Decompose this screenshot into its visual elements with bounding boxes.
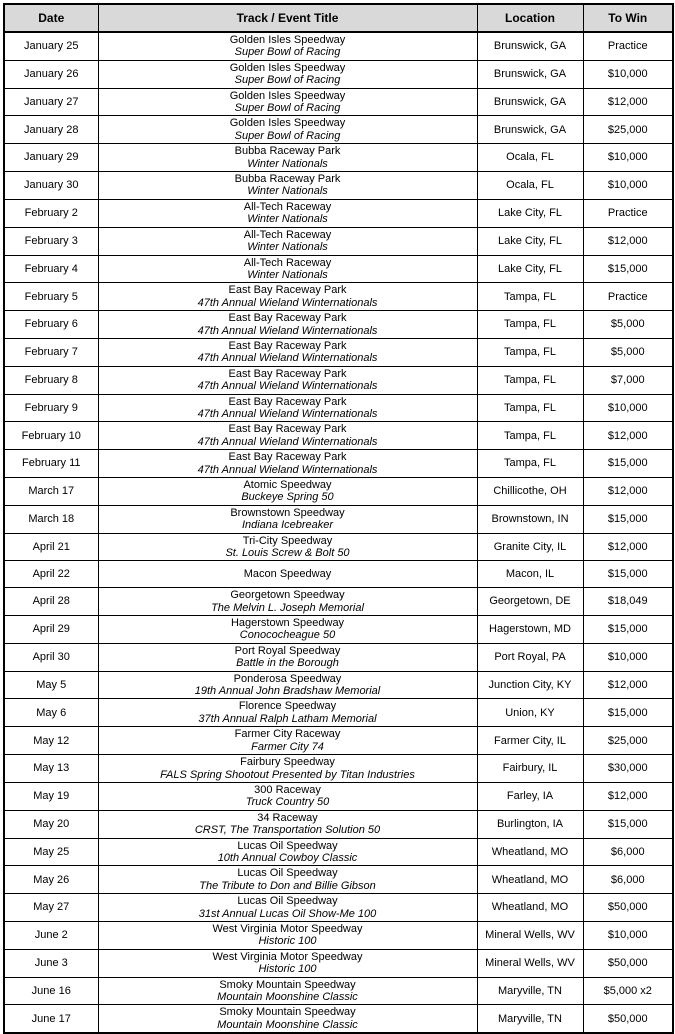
table-row [4, 60, 673, 88]
date-cell: January 27 [4, 88, 98, 116]
track-event-cell [98, 727, 477, 755]
location-cell: Macon, IL [477, 561, 583, 588]
track-name: East Bay Raceway Park [228, 312, 347, 325]
column-header-location: Location [477, 4, 583, 32]
to-win-cell: $12,000 [583, 478, 673, 506]
event-title: CRST, The Transportation Solution 50 [194, 824, 381, 837]
location-cell: Union, KY [477, 699, 583, 727]
track-event-cell [98, 866, 477, 894]
date-cell: February 11 [4, 450, 98, 478]
track-name: Fairbury Speedway [240, 756, 335, 769]
location-cell: Brunswick, GA [477, 32, 583, 60]
to-win-cell: $12,000 [583, 533, 673, 561]
track-event-cell [98, 561, 477, 588]
date-cell: April 28 [4, 588, 98, 616]
table-row [4, 977, 673, 1005]
table-row [4, 755, 673, 783]
track-name: Lucas Oil Speedway [237, 895, 338, 908]
date-cell: April 21 [4, 533, 98, 561]
location-cell: Tampa, FL [477, 283, 583, 311]
location-cell: Fairbury, IL [477, 755, 583, 783]
track-name: Farmer City Raceway [234, 728, 341, 741]
event-title: Super Bowl of Racing [234, 74, 341, 87]
event-title: 47th Annual Wieland Winternationals [197, 463, 378, 476]
to-win-cell: $12,000 [583, 227, 673, 255]
location-cell: Wheatland, MO [477, 866, 583, 894]
date-cell: January 26 [4, 60, 98, 88]
to-win-cell: Practice [583, 283, 673, 311]
track-name: All-Tech Raceway [243, 228, 332, 241]
to-win-cell: $30,000 [583, 755, 673, 783]
date-cell: June 17 [4, 1005, 98, 1033]
location-cell: Chillicothe, OH [477, 478, 583, 506]
track-name: Golden Isles Speedway [229, 89, 346, 102]
track-event-cell [98, 422, 477, 450]
table-row [4, 533, 673, 561]
to-win-cell: $7,000 [583, 366, 673, 394]
track-name: All-Tech Raceway [243, 256, 332, 269]
event-title: Super Bowl of Racing [234, 46, 341, 59]
track-event-cell [98, 782, 477, 810]
event-title: St. Louis Screw & Bolt 50 [225, 547, 350, 560]
date-cell: June 16 [4, 977, 98, 1005]
track-event-cell [98, 199, 477, 227]
location-cell: Junction City, KY [477, 671, 583, 699]
table-row [4, 671, 673, 699]
to-win-cell: $18,049 [583, 588, 673, 616]
to-win-cell: $12,000 [583, 422, 673, 450]
track-name: Brownstown Speedway [230, 506, 345, 519]
to-win-cell: $12,000 [583, 782, 673, 810]
table-row [4, 1005, 673, 1033]
track-event-cell [98, 32, 477, 60]
track-name: Golden Isles Speedway [229, 117, 346, 130]
track-event-cell [98, 311, 477, 339]
table-row [4, 366, 673, 394]
table-row [4, 921, 673, 949]
to-win-cell: $25,000 [583, 727, 673, 755]
location-cell: Brownstown, IN [477, 505, 583, 533]
table-row [4, 450, 673, 478]
event-title: Truck Country 50 [245, 796, 330, 809]
to-win-cell: Practice [583, 199, 673, 227]
table-row [4, 588, 673, 616]
track-name: East Bay Raceway Park [228, 367, 347, 380]
event-title: Farmer City 74 [251, 740, 324, 753]
date-cell: February 5 [4, 283, 98, 311]
table-row [4, 643, 673, 671]
track-event-cell [98, 227, 477, 255]
track-name: Lucas Oil Speedway [237, 867, 338, 880]
location-cell: Maryville, TN [477, 977, 583, 1005]
event-title: 10th Annual Cowboy Classic [217, 851, 358, 864]
table-row [4, 116, 673, 144]
date-cell: February 8 [4, 366, 98, 394]
to-win-cell: $15,000 [583, 616, 673, 644]
event-title: Winter Nationals [247, 268, 328, 281]
date-cell: January 25 [4, 32, 98, 60]
event-title: Winter Nationals [247, 157, 328, 170]
track-name: East Bay Raceway Park [228, 339, 347, 352]
table-row [4, 311, 673, 339]
location-cell: Farley, IA [477, 782, 583, 810]
track-event-cell [98, 643, 477, 671]
track-name: Bubba Raceway Park [234, 173, 341, 186]
track-event-cell [98, 283, 477, 311]
to-win-cell: Practice [583, 32, 673, 60]
event-title: Historic 100 [258, 935, 317, 948]
track-event-cell [98, 671, 477, 699]
track-event-cell [98, 88, 477, 116]
to-win-cell: $50,000 [583, 949, 673, 977]
table-row [4, 727, 673, 755]
track-event-cell [98, 894, 477, 922]
location-cell: Port Royal, PA [477, 643, 583, 671]
schedule-table-body [4, 32, 673, 1033]
track-event-cell [98, 949, 477, 977]
location-cell: Brunswick, GA [477, 116, 583, 144]
to-win-cell: $15,000 [583, 561, 673, 588]
location-cell: Hagerstown, MD [477, 616, 583, 644]
to-win-cell: $15,000 [583, 810, 673, 838]
track-name: East Bay Raceway Park [228, 423, 347, 436]
table-row [4, 144, 673, 172]
track-event-cell [98, 838, 477, 866]
track-name: Lucas Oil Speedway [237, 839, 338, 852]
date-cell: June 3 [4, 949, 98, 977]
track-name: Ponderosa Speedway [233, 672, 342, 685]
event-title: Mountain Moonshine Classic [217, 1018, 358, 1031]
date-cell: May 13 [4, 755, 98, 783]
table-row [4, 338, 673, 366]
location-cell: Lake City, FL [477, 255, 583, 283]
track-name: East Bay Raceway Park [228, 395, 347, 408]
event-title: FALS Spring Shootout Presented by Titan Industries [160, 768, 415, 781]
track-name: Golden Isles Speedway [229, 34, 346, 46]
track-name: East Bay Raceway Park [228, 284, 347, 297]
race-schedule-table [3, 3, 674, 1034]
to-win-cell: $10,000 [583, 921, 673, 949]
date-cell: February 2 [4, 199, 98, 227]
track-event-cell [98, 505, 477, 533]
table-header [4, 4, 673, 32]
to-win-cell: $12,000 [583, 671, 673, 699]
track-event-cell [98, 616, 477, 644]
track-name: West Virginia Motor Speedway [212, 950, 363, 963]
table-row [4, 32, 673, 60]
location-cell: Wheatland, MO [477, 894, 583, 922]
location-cell: Ocala, FL [477, 172, 583, 200]
date-cell: February 9 [4, 394, 98, 422]
location-cell: Tampa, FL [477, 311, 583, 339]
header-row [4, 4, 673, 32]
table-row [4, 616, 673, 644]
track-event-cell [98, 255, 477, 283]
to-win-cell: $10,000 [583, 643, 673, 671]
event-title: 47th Annual Wieland Winternationals [197, 352, 378, 365]
to-win-cell: $6,000 [583, 866, 673, 894]
track-name: 34 Raceway [257, 811, 318, 824]
event-title: 37th Annual Ralph Latham Memorial [198, 712, 377, 725]
event-title: 47th Annual Wieland Winternationals [197, 407, 378, 420]
event-title: Super Bowl of Racing [234, 129, 341, 142]
table-row [4, 283, 673, 311]
date-cell: May 25 [4, 838, 98, 866]
track-event-cell [98, 810, 477, 838]
location-cell: Mineral Wells, WV [477, 921, 583, 949]
table-row [4, 199, 673, 227]
event-title: The Tribute to Don and Billie Gibson [199, 879, 376, 892]
event-title: The Melvin L. Joseph Memorial [211, 601, 364, 614]
to-win-cell: $5,000 [583, 311, 673, 339]
to-win-cell: $25,000 [583, 116, 673, 144]
location-cell: Tampa, FL [477, 338, 583, 366]
column-header-date: Date [4, 4, 98, 32]
track-name: Florence Speedway [238, 700, 337, 713]
track-name: Smoky Mountain Speedway [219, 978, 356, 991]
track-event-cell [98, 116, 477, 144]
track-name: Golden Isles Speedway [229, 61, 346, 74]
location-cell: Mineral Wells, WV [477, 949, 583, 977]
date-cell: June 2 [4, 921, 98, 949]
table-row [4, 782, 673, 810]
to-win-cell: $6,000 [583, 838, 673, 866]
event-title: Mountain Moonshine Classic [217, 991, 358, 1004]
event-title: Indiana Icebreaker [241, 519, 334, 532]
date-cell: February 4 [4, 255, 98, 283]
date-cell: May 26 [4, 866, 98, 894]
location-cell: Tampa, FL [477, 450, 583, 478]
table-row [4, 838, 673, 866]
location-cell: Georgetown, DE [477, 588, 583, 616]
to-win-cell: $15,000 [583, 699, 673, 727]
track-event-cell [98, 172, 477, 200]
location-cell: Tampa, FL [477, 422, 583, 450]
date-cell: January 30 [4, 172, 98, 200]
track-name: 300 Raceway [254, 783, 321, 796]
event-title: Winter Nationals [247, 185, 328, 198]
location-cell: Farmer City, IL [477, 727, 583, 755]
date-cell: May 6 [4, 699, 98, 727]
event-title: Winter Nationals [247, 213, 328, 226]
table-row [4, 894, 673, 922]
table-row [4, 866, 673, 894]
table-row [4, 699, 673, 727]
location-cell: Tampa, FL [477, 366, 583, 394]
date-cell: April 29 [4, 616, 98, 644]
table-row [4, 394, 673, 422]
date-cell: May 12 [4, 727, 98, 755]
track-event-cell [98, 144, 477, 172]
date-cell: February 10 [4, 422, 98, 450]
table-row [4, 949, 673, 977]
event-title: 47th Annual Wieland Winternationals [197, 435, 378, 448]
event-title: Battle in the Borough [236, 657, 339, 670]
date-cell: March 17 [4, 478, 98, 506]
date-cell: February 3 [4, 227, 98, 255]
to-win-cell: $15,000 [583, 505, 673, 533]
event-title: Winter Nationals [247, 241, 328, 254]
track-name: West Virginia Motor Speedway [212, 922, 363, 935]
event-title: Super Bowl of Racing [234, 102, 341, 115]
date-cell: May 19 [4, 782, 98, 810]
date-cell: April 30 [4, 643, 98, 671]
table-row [4, 255, 673, 283]
event-title: 19th Annual John Bradshaw Memorial [194, 685, 381, 698]
to-win-cell: $10,000 [583, 144, 673, 172]
track-event-cell [98, 1005, 477, 1033]
to-win-cell: $12,000 [583, 88, 673, 116]
date-cell: January 29 [4, 144, 98, 172]
track-name: Port Royal Speedway [234, 644, 341, 657]
column-header-to-win: To Win [583, 4, 673, 32]
event-title: 47th Annual Wieland Winternationals [197, 380, 378, 393]
to-win-cell: $10,000 [583, 394, 673, 422]
column-header-track-event: Track / Event Title [98, 4, 477, 32]
track-event-cell [98, 588, 477, 616]
to-win-cell: $15,000 [583, 255, 673, 283]
to-win-cell: $10,000 [583, 172, 673, 200]
event-title: 47th Annual Wieland Winternationals [197, 324, 378, 337]
location-cell: Ocala, FL [477, 144, 583, 172]
location-cell: Maryville, TN [477, 1005, 583, 1033]
track-name: Macon Speedway [243, 568, 332, 581]
table-row [4, 810, 673, 838]
event-title: Conococheague 50 [239, 629, 336, 642]
location-cell: Brunswick, GA [477, 88, 583, 116]
date-cell: April 22 [4, 561, 98, 588]
track-event-cell [98, 478, 477, 506]
to-win-cell: $50,000 [583, 1005, 673, 1033]
date-cell: March 18 [4, 505, 98, 533]
date-cell: May 20 [4, 810, 98, 838]
track-event-cell [98, 60, 477, 88]
track-event-cell [98, 394, 477, 422]
table-row [4, 88, 673, 116]
track-event-cell [98, 338, 477, 366]
location-cell: Brunswick, GA [477, 60, 583, 88]
event-title: 47th Annual Wieland Winternationals [197, 296, 378, 309]
to-win-cell: $15,000 [583, 450, 673, 478]
table-row [4, 505, 673, 533]
location-cell: Tampa, FL [477, 394, 583, 422]
to-win-cell: $50,000 [583, 894, 673, 922]
event-title: Historic 100 [258, 963, 317, 976]
track-name: Hagerstown Speedway [230, 617, 345, 630]
location-cell: Lake City, FL [477, 199, 583, 227]
table-row [4, 422, 673, 450]
track-event-cell [98, 977, 477, 1005]
track-event-cell [98, 450, 477, 478]
track-event-cell [98, 533, 477, 561]
track-name: Georgetown Speedway [230, 589, 345, 602]
location-cell: Granite City, IL [477, 533, 583, 561]
to-win-cell: $5,000 [583, 338, 673, 366]
track-name: Tri-City Speedway [242, 534, 333, 547]
table-row [4, 478, 673, 506]
to-win-cell: $10,000 [583, 60, 673, 88]
table-row [4, 227, 673, 255]
track-name: All-Tech Raceway [243, 200, 332, 213]
date-cell: February 6 [4, 311, 98, 339]
date-cell: January 28 [4, 116, 98, 144]
track-event-cell [98, 366, 477, 394]
date-cell: February 7 [4, 338, 98, 366]
table-row [4, 561, 673, 588]
to-win-cell: $5,000 x2 [583, 977, 673, 1005]
track-event-cell [98, 755, 477, 783]
location-cell: Lake City, FL [477, 227, 583, 255]
track-event-cell [98, 921, 477, 949]
event-title: 31st Annual Lucas Oil Show-Me 100 [198, 907, 377, 920]
date-cell: May 27 [4, 894, 98, 922]
date-cell: May 5 [4, 671, 98, 699]
track-name: Smoky Mountain Speedway [219, 1006, 356, 1019]
event-title: Buckeye Spring 50 [241, 491, 334, 504]
track-name: East Bay Raceway Park [228, 451, 347, 464]
table-row [4, 172, 673, 200]
track-name: Bubba Raceway Park [234, 145, 341, 158]
track-event-cell [98, 699, 477, 727]
location-cell: Wheatland, MO [477, 838, 583, 866]
location-cell: Burlington, IA [477, 810, 583, 838]
track-name: Atomic Speedway [243, 479, 332, 491]
